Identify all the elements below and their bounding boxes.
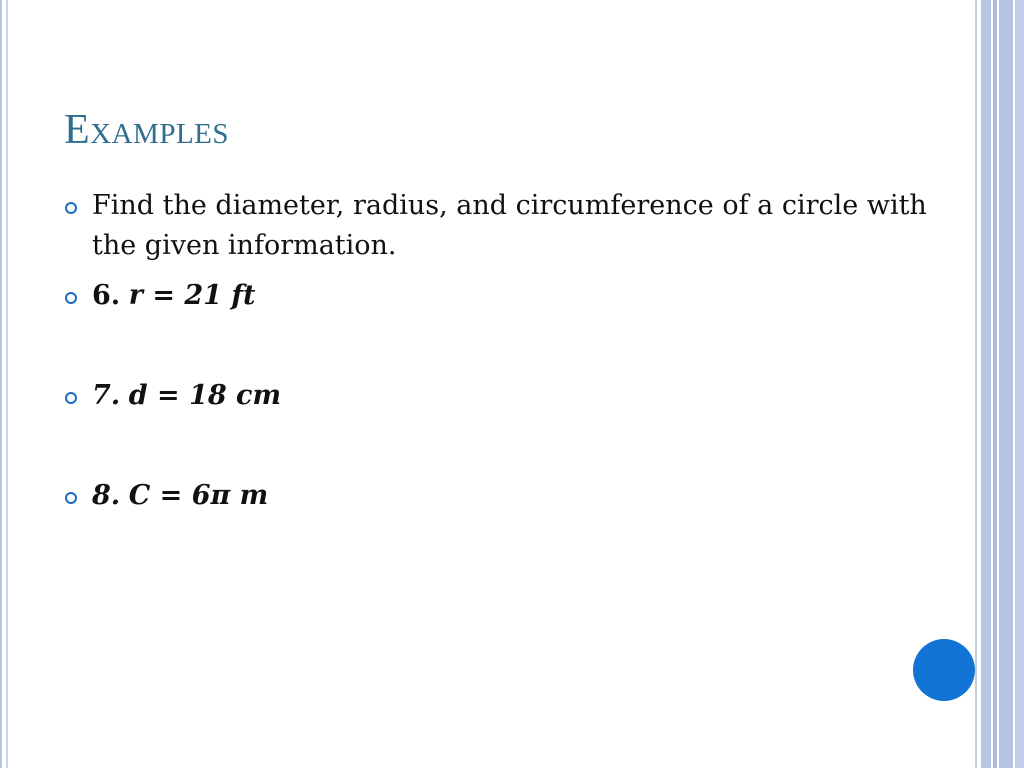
right-border-stripe <box>981 0 991 768</box>
bullet-circle-icon <box>65 492 77 504</box>
instruction-text: Find the diameter, radius, and circumference of a circle with the given information. <box>92 190 927 261</box>
problem-equation: d = 18 cm <box>128 380 282 411</box>
bullet-item-problem-8 <box>64 476 944 516</box>
right-border-stripe <box>993 0 997 768</box>
bullet-item-problem-6 <box>64 276 944 316</box>
problem-equation: C = 6π m <box>128 480 269 511</box>
bullet-list <box>64 186 944 516</box>
right-border-stripe <box>975 0 977 768</box>
right-border-stripe <box>1015 0 1024 768</box>
left-frame-line <box>0 0 2 768</box>
problem-number: 6. <box>92 280 121 311</box>
right-border-stripe <box>999 0 1013 768</box>
problem-equation: r = 21 ft <box>128 280 256 311</box>
problem-number: 7. <box>92 380 121 411</box>
bullet-circle-icon <box>65 392 77 404</box>
bullet-item-instructions <box>64 186 944 266</box>
problem-number: 8. <box>92 480 121 511</box>
bullet-circle-icon <box>65 292 77 304</box>
nav-circle-icon[interactable] <box>913 639 975 701</box>
left-frame-line-inner <box>6 0 8 768</box>
bullet-circle-icon <box>65 202 77 214</box>
slide-title: Examples <box>64 107 230 153</box>
bullet-item-problem-7 <box>64 376 944 416</box>
